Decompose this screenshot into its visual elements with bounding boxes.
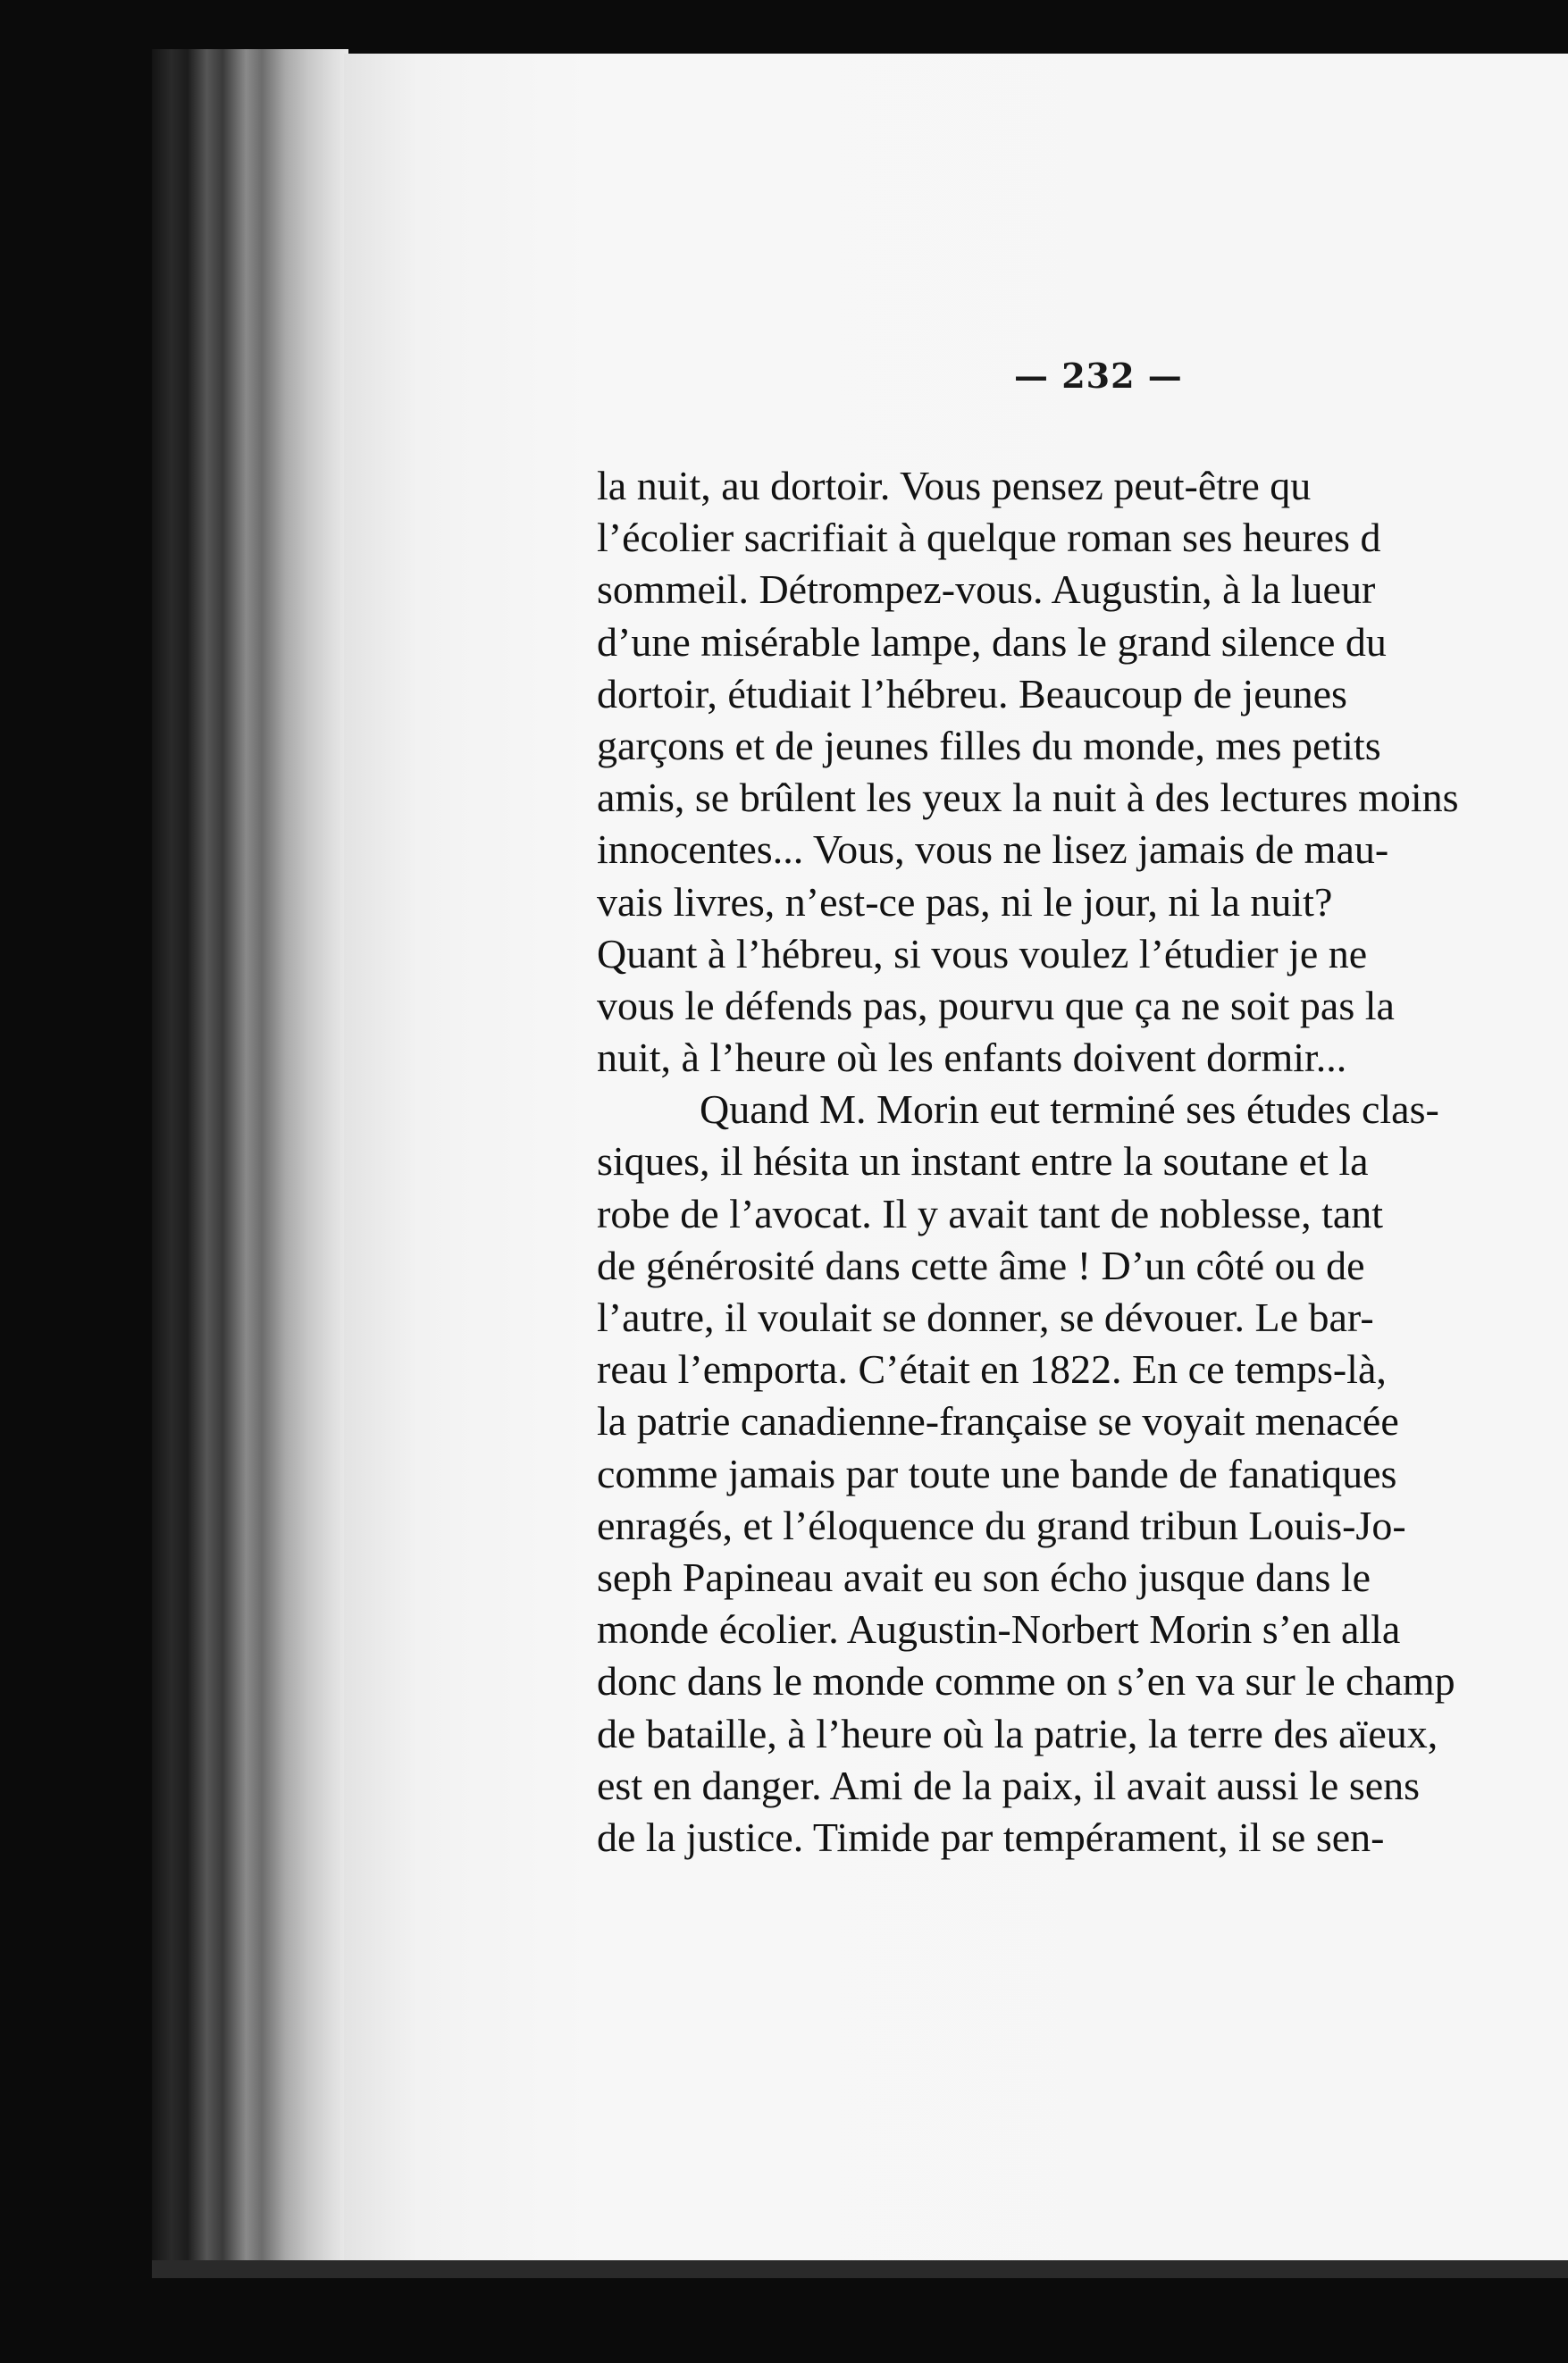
text-line: dortoir, étudiait l’hébreu. Beaucoup de jeunes: [597, 670, 1347, 716]
body-text: [597, 460, 1568, 1864]
text-line: de bataille, à l’heure où la patrie, la terre des aïeux,: [597, 1710, 1438, 1756]
text-line: robe de l’avocat. Il y avait tant de noblesse, tant: [597, 1190, 1384, 1236]
text-line: reau l’emporta. C’était en 1822. En ce temps-là,: [597, 1346, 1387, 1393]
text-line: sommeil. Détrompez-vous. Augustin, à la lueur: [597, 566, 1376, 613]
text-line: vous le défends pas, pourvu que ça ne soit pas la: [597, 982, 1395, 1028]
text-line: de la justice. Timide par tempérament, il se sen-: [597, 1814, 1385, 1860]
book-spine-edge: [152, 49, 348, 2274]
text-line: innocentes... Vous, vous ne lisez jamais de mau-: [597, 826, 1389, 873]
text-line: la nuit, au dortoir. Vous pensez peut-être qu: [597, 463, 1312, 508]
text-line: vais livres, n’est-ce pas, ni le jour, ni la nuit?: [597, 878, 1333, 925]
text-line: siques, il hésita un instant entre la soutane et la: [597, 1138, 1369, 1185]
text-line: nuit, à l’heure où les enfants doivent dormir...: [597, 1035, 1347, 1081]
text-line: la patrie canadienne-française se voyait menacée: [597, 1398, 1399, 1445]
text-line: l’autre, il voulait se donner, se dévouer. Le bar-: [597, 1295, 1374, 1340]
text-line: amis, se brûlent les yeux la nuit à des lectures moins: [597, 775, 1459, 821]
page-number: — 232 —: [1014, 356, 1183, 396]
text-line: l’écolier sacrifiait à quelque roman ses heures d: [597, 515, 1381, 561]
text-line: garçons et de jeunes filles du monde, mes petits: [597, 722, 1381, 768]
text-line: de générosité dans cette âme ! D’un côté ou de: [597, 1242, 1365, 1288]
text-line: comme jamais par toute une bande de fanatiques: [597, 1450, 1397, 1496]
text-line: monde écolier. Augustin-Norbert Morin s’en alla: [597, 1606, 1401, 1653]
paragraph-start-line: Quand M. Morin eut terminé ses études clas-: [700, 1086, 1439, 1133]
text-line: donc dans le monde comme on s’en va sur le champ: [597, 1658, 1455, 1705]
text-line: seph Papineau avait eu son écho jusque dans le: [597, 1554, 1371, 1600]
text-line: est en danger. Ami de la paix, il avait aussi le sens: [597, 1762, 1421, 1808]
page-bottom-edge: [152, 2260, 1568, 2278]
text-line: enragés, et l’éloquence du grand tribun Louis-Jo-: [597, 1502, 1406, 1548]
text-line: d’une misérable lampe, dans le grand silence du: [597, 618, 1387, 665]
text-line: Quant à l’hébreu, si vous voulez l’étudier je ne: [597, 930, 1368, 976]
